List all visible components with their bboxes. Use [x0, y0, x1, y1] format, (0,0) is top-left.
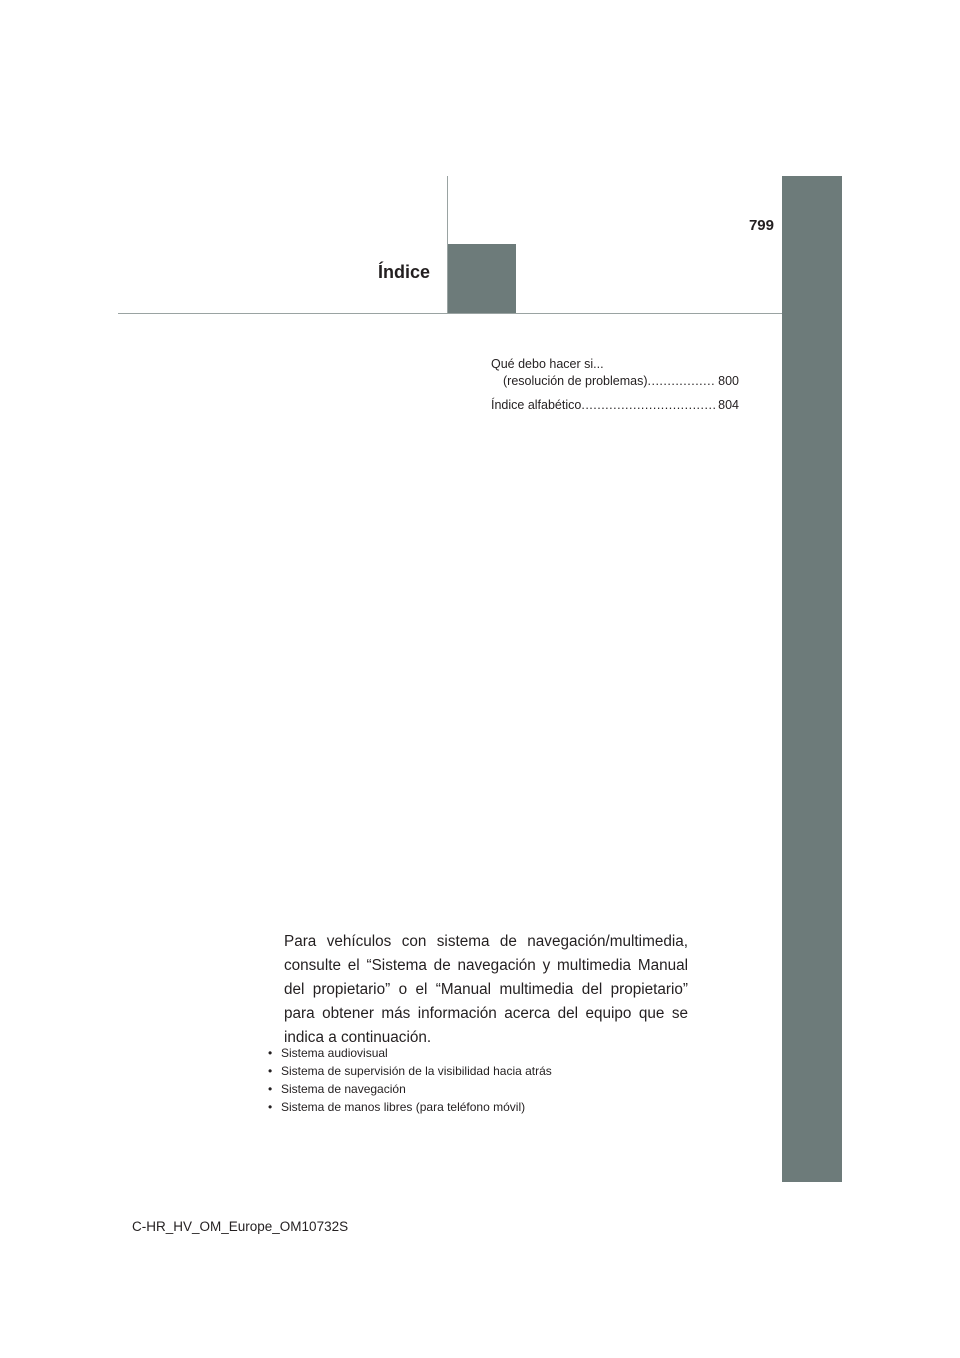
equipment-list — [268, 1044, 688, 1116]
bullet-icon: • — [268, 1046, 273, 1060]
bullet-icon: • — [268, 1100, 273, 1114]
list-item: • Sistema audiovisual — [268, 1046, 388, 1060]
list-item: • Sistema de manos libres (para teléfono móvil) — [268, 1100, 526, 1114]
table-of-contents — [491, 356, 739, 421]
bullet-icon: • — [268, 1064, 273, 1078]
header-rule — [118, 313, 782, 314]
toc-page-number: 800 — [718, 374, 739, 388]
page-title: Índice — [377, 262, 430, 282]
toc-entry-alphabetical-index[interactable] — [491, 397, 739, 414]
list-item: • Sistema de supervisión de la visibilidad hacia atrás — [268, 1064, 552, 1078]
navigation-note: Para vehículos con sistema de navegación/multimedia, consulte el “Sistema de navegación y multimedia Manual del propietario” o el “Manual multimedia del propietario” para obtener más información acerca del equipo que se indica a continuación. — [284, 933, 688, 1046]
toc-entry-label: (resolución de problemas) — [503, 374, 648, 388]
side-thumb-tab — [782, 176, 842, 1182]
toc-entry-label: Índice alfabético — [491, 398, 582, 412]
page-number: 799 — [748, 217, 774, 234]
list-item: • Sistema de navegación — [268, 1082, 406, 1096]
toc-entry-label: Qué debo hacer si... — [491, 357, 604, 371]
section-marker-block — [448, 244, 516, 314]
document-footer: C-HR_HV_OM_Europe_OM10732S — [132, 1219, 349, 1234]
toc-entry-troubleshooting[interactable] — [491, 356, 739, 390]
toc-page-number: 804 — [718, 398, 739, 412]
bullet-icon: • — [268, 1082, 273, 1096]
toc-dot-leader — [648, 373, 717, 390]
toc-dot-leader — [581, 397, 716, 414]
